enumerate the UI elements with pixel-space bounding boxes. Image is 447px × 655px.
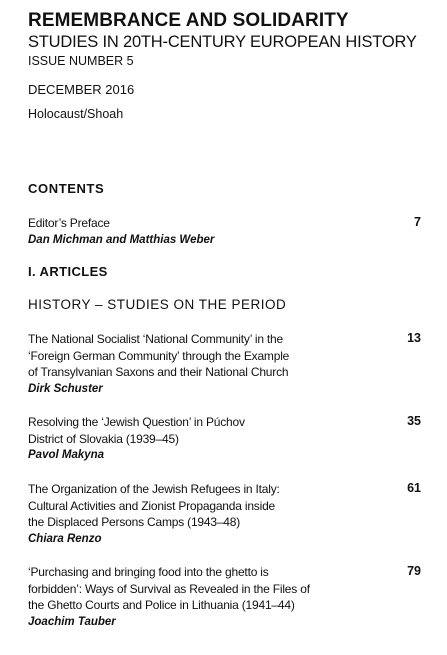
toc-entry-title-line: ‘Foreign German Community’ through the Example <box>28 348 290 363</box>
journal-subtitle: STUDIES IN 20TH-CENTURY EUROPEAN HISTORY <box>28 33 417 51</box>
toc-entry-page-number: 61 <box>407 481 421 495</box>
toc-entry-author: Chiara Renzo <box>28 532 102 545</box>
issue-number: ISSUE NUMBER 5 <box>28 54 134 68</box>
toc-entry-title-line: of Transylvanian Saxons and their National Church <box>28 365 289 379</box>
toc-entry-title-line: District of Slovakia (1939–45) <box>28 431 179 446</box>
toc-entry-author: Joachim Tauber <box>28 615 116 628</box>
journal-title: REMEMBRANCE AND SOLIDARITY <box>28 10 349 31</box>
subsection-heading: HISTORY – STUDIES ON THE PERIOD <box>28 297 287 312</box>
toc-entry-author: Dan Michman and Matthias Weber <box>28 233 215 246</box>
toc-entry-title-line: ‘Purchasing and bringing food into the ghetto is <box>28 565 269 579</box>
toc-entry-title-line: the Displaced Persons Camps (1943–48) <box>28 515 241 529</box>
toc-entry-article <box>28 331 289 397</box>
section-heading: I. ARTICLES <box>28 264 108 279</box>
toc-entry-title-line: The National Socialist ‘National Community’ in the <box>28 332 284 346</box>
toc-entry-title-line: forbidden’: Ways of Survival as Revealed in the Files of <box>28 581 310 596</box>
toc-entry-author: Pavol Makyna <box>28 449 105 461</box>
toc-entry-page-number: 79 <box>407 564 421 578</box>
toc-entry-preface <box>28 215 214 248</box>
toc-entry-author: Dirk Schuster <box>28 382 103 395</box>
toc-entry-title-line: Cultural Activities and Zionist Propaganda inside <box>28 498 276 513</box>
toc-entry-title-line: Resolving the ‘Jewish Question’ in Púchov <box>28 415 245 429</box>
issue-date: DECEMBER 2016 <box>28 82 135 97</box>
toc-entry-page-number: 35 <box>407 414 421 428</box>
toc-entry-article <box>28 481 280 547</box>
toc-entry-page-number: 7 <box>414 215 421 229</box>
toc-entry-title-line: The Organization of the Jewish Refugees in Italy: <box>28 482 280 496</box>
issue-theme: Holocaust/Shoah <box>28 107 124 121</box>
toc-entry-article <box>28 414 245 463</box>
toc-entry-article <box>28 564 310 630</box>
toc-entry-title-line: the Ghetto Courts and Police in Lithuania (1941–44) <box>28 598 295 612</box>
toc-entry-title-line: Editor’s Preface <box>28 216 110 230</box>
toc-entry-page-number: 13 <box>407 331 421 345</box>
contents-heading: CONTENTS <box>28 181 105 196</box>
